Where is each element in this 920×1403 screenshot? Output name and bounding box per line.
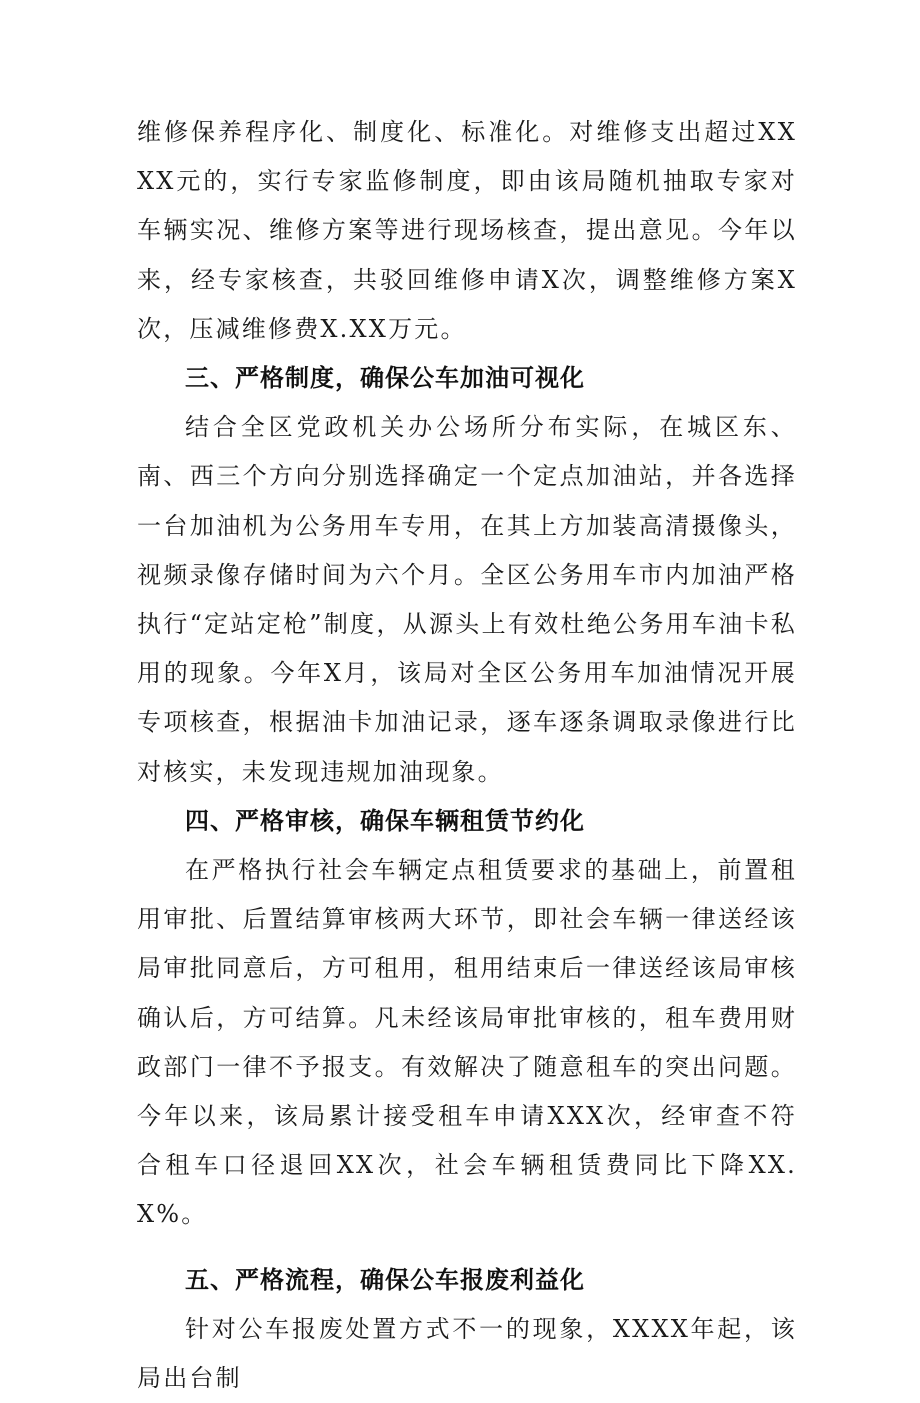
paragraph-rental: 在严格执行社会车辆定点租赁要求的基础上，前置租用审批、后置结算审核两大环节，即社会车辆一律送经该局审批同意后，方可租用，租用结束后一律送经该局审核确认后，方可结算。凡未经该局审批审核的，租车费用财政部门一律不予报支。有效解决了随意租车的突出问题。今年以来，该局累计接受租车申请XXX次，经审查不符合租车口径退回XX次，社会车辆租赁费同比下降XX.X%。: [137, 856, 797, 1229]
paragraph-maintenance-continued: 维修保养程序化、制度化、标准化。对维修支出超过XXXX元的，实行专家监修制度，即由该局随机抽取专家对车辆实况、维修方案等进行现场核查，提出意见。今年以来，经专家核查，共驳回维修申请X次，调整维修方案X次，压减维修费X.XX万元。: [137, 118, 797, 343]
document-body: [137, 108, 797, 1403]
heading-section-3: 三、严格制度，确保公车加油可视化: [185, 364, 585, 393]
heading-section-5: 五、严格流程，确保公车报废利益化: [185, 1265, 585, 1294]
heading-section-4: 四、严格审核，确保车辆租赁节约化: [185, 806, 585, 835]
paragraph-fueling: 结合全区党政机关办公场所分布实际，在城区东、南、西三个方向分别选择确定一个定点加油站，并各选择一台加油机为公务用车专用，在其上方加装高清摄像头，视频录像存储时间为六个月。全区公务用车市内加油严格执行“定站定枪”制度，从源头上有效杜绝公务用车油卡私用的现象。今年X月，该局对全区公务用车加油情况开展专项核查，根据油卡加油记录，逐车逐条调取录像进行比对核实，未发现违规加油现象。: [137, 413, 797, 786]
paragraph-scrapping: 针对公车报废处置方式不一的现象，XXXX年起，该局出台制: [137, 1314, 797, 1393]
